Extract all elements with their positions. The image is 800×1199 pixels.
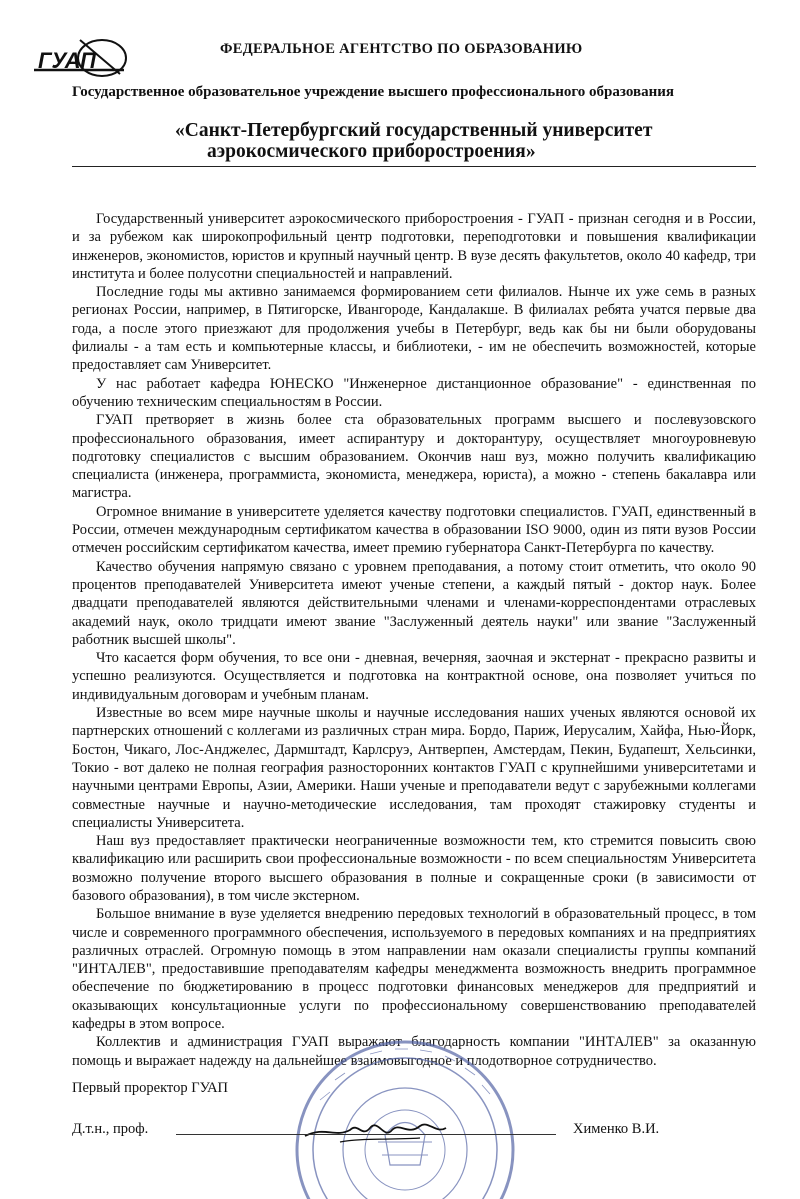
svg-text:ГУАП: ГУАП: [38, 48, 96, 73]
paragraph: Что касается форм обучения, то все они - дневная, вечерняя, заочная и экстернат - прекрасно развиты и успешно реализуются. Осуществляется и подготовка на контрактной основе, она позволяет учиться по индивидуальным договорам и учебным планам.: [72, 650, 756, 703]
institution-name-line2: аэрокосмического приборостроения»: [207, 141, 536, 162]
paragraph: Государственный университет аэрокосмического приборостроения - ГУАП - признан сегодня и в России, и за рубежом как широкопрофильный центр подготовки, переподготовки и повышения квалификации инженеров, экономистов, юристов и крупный научный центр. В вузе десять факультетов, около 40 кафедр, три института и более полусотни специальностей и направлений.: [72, 211, 756, 282]
paragraph: Последние годы мы активно занимаемся формированием сети филиалов. Нынче их уже семь в разных регионах России, например, в Пятигорске, Ивангороде, Кандалакше. В филиалах ребята учатся первые два года, а после этого приезжают для продолжения учебы в Петербург, ведь как бы ни были оборудованы филиалы - а там есть и компьютерные классы, и библиотеки, - им не обеспечить возможностей, которые предоставляет сам Университет.: [72, 284, 756, 374]
paragraph: Коллектив и администрация ГУАП выражают благодарность компании "ИНТАЛЕВ" за оказанную помощь и выражает надежду на дальнейшее взаимовыгодное и плодотворное сотрудничество.: [72, 1034, 756, 1069]
paragraph: Большое внимание в вузе уделяется внедрению передовых технологий в образовательный процесс, в том числе и современного программного обеспечения, используемого в передовых компаниях и на предприятиях различных отраслей. Огромную помощь в этом направлении нам оказали специалисты группы компаний "ИНТАЛЕВ", предоставившие преподавателям кафедры менеджмента возможность внедрить программное обеспечение по бюджетированию в процесс подготовки финансовых менеджеров для предприятий и оказывающих консультационные услуги по профессиональному совершенствованию преподавателей кафедры в этом вопросе.: [72, 906, 756, 1033]
institution-name-line1: «Санкт-Петербургский государственный университет: [175, 120, 653, 141]
signature-line: [176, 1134, 556, 1135]
guap-logo: [28, 34, 133, 80]
signatory-degree: Д.т.н., проф.: [72, 1121, 149, 1137]
paragraph: Наш вуз предоставляет практически неограниченные возможности тем, кто стремится повысить свою квалификацию или расширить свои профессиональные возможности - по всем специальностям Университета возможно получение второго высшего образования в полные и сокращенные сроки (в зависимости от базового образования), в том числе экстерном.: [72, 833, 756, 904]
letter-body: [72, 210, 756, 1070]
paragraph: У нас работает кафедра ЮНЕСКО "Инженерное дистанционное образование" - единственная по обучению техническим специальностям в России.: [72, 375, 756, 410]
header-divider: [72, 166, 756, 167]
paragraph: ГУАП претворяет в жизнь более ста образовательных программ высшего и послевузовского профессионального образования, имеет аспирантуру и докторантуру, осуществляет многоуровневую подготовку специалистов с высшим образованием. Окончив наш вуз, можно получить квалификацию специалиста (инженера, программиста, экономиста, менеджера, юриста), а можно - степень бакалавра или магистра.: [72, 412, 756, 502]
signatory-title: Первый проректор ГУАП: [72, 1080, 229, 1096]
signatory-name: Хименко В.И.: [573, 1121, 660, 1137]
signature-scribble: [300, 1108, 450, 1148]
institution-type: Государственное образовательное учреждение высшего профессионального образования: [72, 84, 674, 100]
agency-title: ФЕДЕРАЛЬНОЕ АГЕНТСТВО ПО ОБРАЗОВАНИЮ: [220, 41, 583, 57]
institution-name: [175, 120, 735, 162]
paragraph: Качество обучения напрямую связано с уровнем преподавания, а потому стоит отметить, что около 90 процентов преподавателей Университета имеют ученые степени, а каждый пятый - доктор наук. Более двадцати преподавателей являются действительными членами и членами-корреспондентами отраслевых академий наук, около тридцати имеют звание "Заслуженный деятель науки" или звание "Заслуженный работник высшей школы".: [72, 558, 756, 648]
paragraph: Известные во всем мире научные школы и научные исследования наших ученых являются основой их партнерских отношений с коллегами из различных стран мира. Бордо, Париж, Иерусалим, Хайфа, Нью-Йорк, Бостон, Чикаго, Лос-Анджелес, Дармштадт, Карлсруэ, Антверпен, Амстердам, Пекин, Будапешт, Хельсинки, Токио - вот далеко не полная география разносторонних контактов ГУАП с крупнейшими университетами и научными центрами Европы, Азии, Америки. Наши ученые и преподаватели ведут с зарубежными коллегами совместные научные и научно-методические исследования, там проходят стажировку студенты и специалисты Университета.: [72, 705, 756, 831]
paragraph: Огромное внимание в университете уделяется качеству подготовки специалистов. ГУАП, единственный в России, отмечен международным сертификатом качества в образовании ISO 9000, один из пяти вузов России отмечен российским сертификатом качества, имеет премию губернатора Санкт-Петербурга по качеству.: [72, 503, 756, 557]
